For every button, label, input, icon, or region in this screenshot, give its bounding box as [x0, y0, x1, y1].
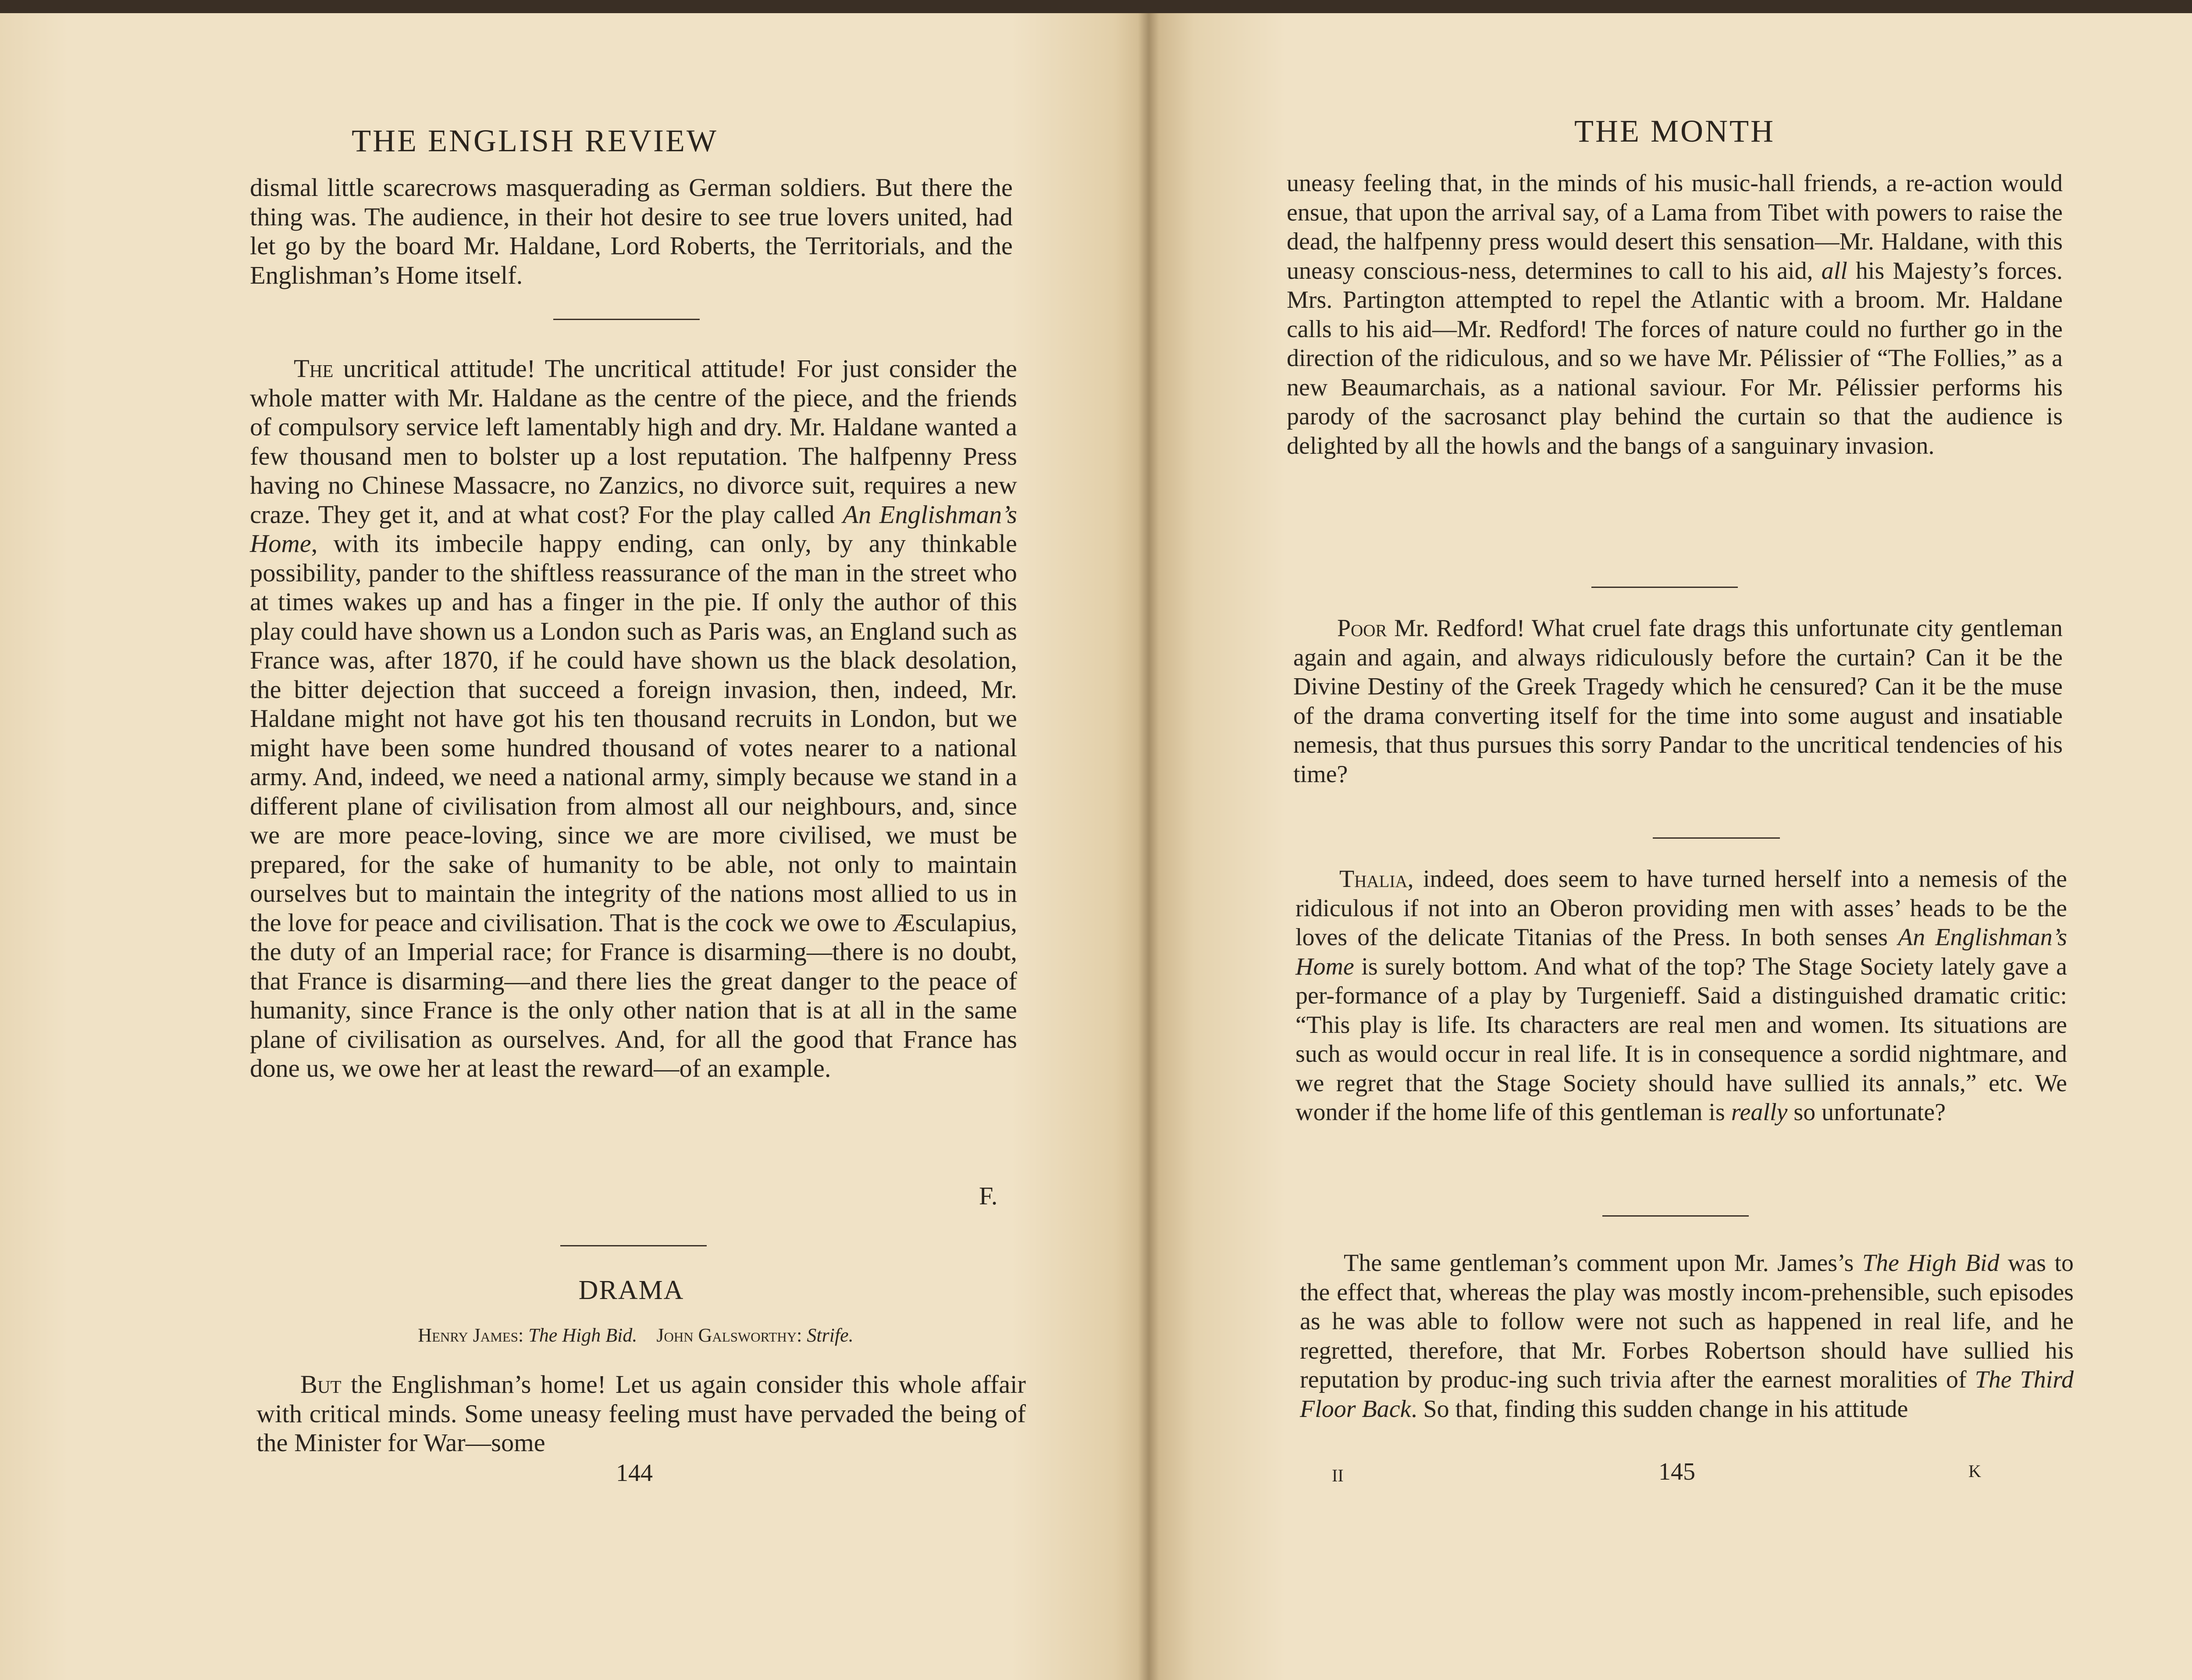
byline-title: The High Bid. — [528, 1324, 637, 1346]
author-signature: F. — [979, 1182, 998, 1210]
emphasis: all — [1821, 257, 1847, 285]
paragraph-text: Mr. Redford! What cruel fate drags this unfortunate city gentleman again and again, and always ridiculously before the curtain? Can it be the Divine Destiny of the Greek Tragedy which he censured? Can it be the muse of the drama converting itself for the time into some august and insatiable nemesis, that thus pursues this sorry Pandar to the uncritical tendencies of his time? — [1293, 615, 2063, 788]
paragraph-text: his Majesty’s forces. Mrs. Partington attempted to repel the Atlantic with a broom. Mr. Haldane calls to his aid—Mr. Redford! The forces of nature could no further go in the direction of the ridiculous, and so we have Mr. Pélissier of “The Follies,” as a new Beaumarchais, as a national saviour. For Mr. Pélissier performs his parody of the sacrosanct play behind the curtain so that the audience is delighted by all the howls and the bangs of a sanguinary invasion. — [1287, 257, 2063, 459]
left-paragraph-3 — [256, 1370, 1026, 1458]
paragraph-text: , indeed, does seem to have turned herself into a nemesis of the ridiculous if not into an Oberon providing men with asses’ heads to be the loves of the delicate Titanias of the Press. In both senses — [1295, 865, 2067, 951]
section-heading-drama: DRAMA — [578, 1275, 684, 1305]
left-page-number: 144 — [616, 1459, 653, 1487]
paragraph-text: , with its imbecile happy ending, can only, by any thinkable possibility, pander to the shiftless reassurance of the man in the street who at times wakes up and has a finger in the pie. If only the author of this play could have shown us a London such as Paris was, an England such as France was, after 1870, if he could have shown us the black desolation, the bitter dejection that succeed a foreign invasion, then, indeed, Mr. Haldane might not have got his ten thousand recruits in London, but we might have been some hundred thousand of votes nearer to a national army. And, indeed, we need a national army, simply because we stand in a different plane of civilisation from almost all our neighbours, and, since we are more peace-loving, since we are more civilised, we must be prepared, for the sake of humanity to be able, not only to maintain ourselves but to maintain the integrity of the nations most allied to us in the love for peace and civilisation. That is the cock we owe to Æsculapius, the duty of an Imperial race; for France is disarming—there is no doubt, that France is disarming—and there lies the great danger to the peace of humanity, since France is the only other nation that is at all in the same plane of civilisation as ourselves. And, for all the good that France has done us, we owe her at least the reward—of an example. — [250, 529, 1017, 1082]
right-paragraph-4 — [1300, 1249, 2074, 1424]
signature-mark: II — [1332, 1466, 1344, 1485]
paragraph-lead-word: The — [294, 354, 334, 383]
byline-author: John Galsworthy — [656, 1324, 797, 1346]
paragraph-lead-word: Thalia — [1339, 865, 1408, 893]
paragraph-lead-word: But — [300, 1370, 342, 1399]
play-title: An Englishman’s Home — [1295, 924, 2067, 980]
paragraph-text: uneasy feeling that, in the minds of his music-hall friends, a re-action would ensue, that upon the arrival say, of a Lama from Tibet with powers to raise the dead, the halfpenny press would desert this sensation—Mr. Haldane, with this uneasy conscious-ness, determines to call to his aid, — [1287, 170, 2063, 285]
play-title: An Englishman’s Home — [250, 500, 1017, 558]
play-title: The Third Floor Back — [1300, 1366, 2074, 1423]
signature-letter: K — [1968, 1461, 1981, 1481]
left-page — [0, 13, 1149, 1680]
byline-author: Henry James — [418, 1324, 518, 1346]
right-page — [1149, 13, 2192, 1680]
section-divider — [1602, 1215, 1749, 1217]
review-byline: Henry James: The High Bid. John Galsworthy: Strife. — [418, 1324, 854, 1346]
paragraph-text: the Englishman’s home! Let us again consider this whole affair with critical minds. Some uneasy feeling must have pervaded the being of the Minister for War—some — [256, 1370, 1026, 1457]
paragraph-text: . So that, finding this sudden change in his attitude — [1411, 1395, 1908, 1423]
book-gutter — [1138, 13, 1159, 1680]
paragraph-text: was to the effect that, whereas the play was mostly incom-prehensible, such episodes as he was able to follow were not such as happened in real life, and he regretted, therefore, that Mr. Forbes Robertson should have sullied his reputation by produc-ing such trivia after the earnest moralities of — [1300, 1249, 2074, 1393]
emphasis: really — [1731, 1099, 1788, 1126]
paragraph-text: is surely bottom. And what of the top? The Stage Society lately gave a per-formance of a play by Turgenieff. Said a distinguished dramatic critic: “This play is life. Its characters are real men and women. Its situations are such as would occur in real life. It is in consequence a sordid nightmare, and we regret that the Stage Society should have sullied its annals,” etc. We wonder if the home life of this gentleman is — [1295, 953, 2067, 1126]
paragraph-text: so unfortunate? — [1787, 1099, 1946, 1126]
paragraph-lead-word: Poor — [1337, 615, 1387, 642]
byline-title: Strife. — [807, 1324, 854, 1346]
right-running-head: THE MONTH — [1574, 114, 1775, 149]
left-paragraph-2 — [250, 354, 1017, 1083]
section-divider — [1591, 587, 1738, 588]
paragraph-text: uncritical attitude! The uncritical attitude! For just consider the whole matter with Mr. Haldane as the centre of the piece, and the friends of compulsory service left lamentably high and dry. Mr. Haldane wanted a few thousand men to bolster up a lost reputation. The halfpenny Press having no Chinese Massacre, no Zanzics, no divorce suit, requires a new craze. They get it, and at what cost? For the play called — [250, 354, 1017, 529]
left-running-head: THE ENGLISH REVIEW — [352, 123, 718, 158]
left-paragraph-1: dismal little scarecrows masquerading as German soldiers. But there the thing was. The audience, in their hot desire to see true lovers united, had let go by the board Mr. Haldane, Lord Roberts, the Territorials, and the Englishman’s Home itself. — [250, 173, 1013, 289]
right-paragraph-3 — [1295, 865, 2067, 1127]
section-divider — [553, 319, 700, 320]
section-divider — [560, 1245, 707, 1246]
paragraph-text: The same gentleman’s comment upon Mr. James’s — [1344, 1249, 1862, 1277]
right-page-number: 145 — [1658, 1458, 1695, 1485]
play-title: The High Bid — [1862, 1249, 2000, 1277]
right-paragraph-2 — [1293, 614, 2063, 789]
right-paragraph-1 — [1287, 169, 2063, 460]
section-divider — [1653, 837, 1780, 839]
